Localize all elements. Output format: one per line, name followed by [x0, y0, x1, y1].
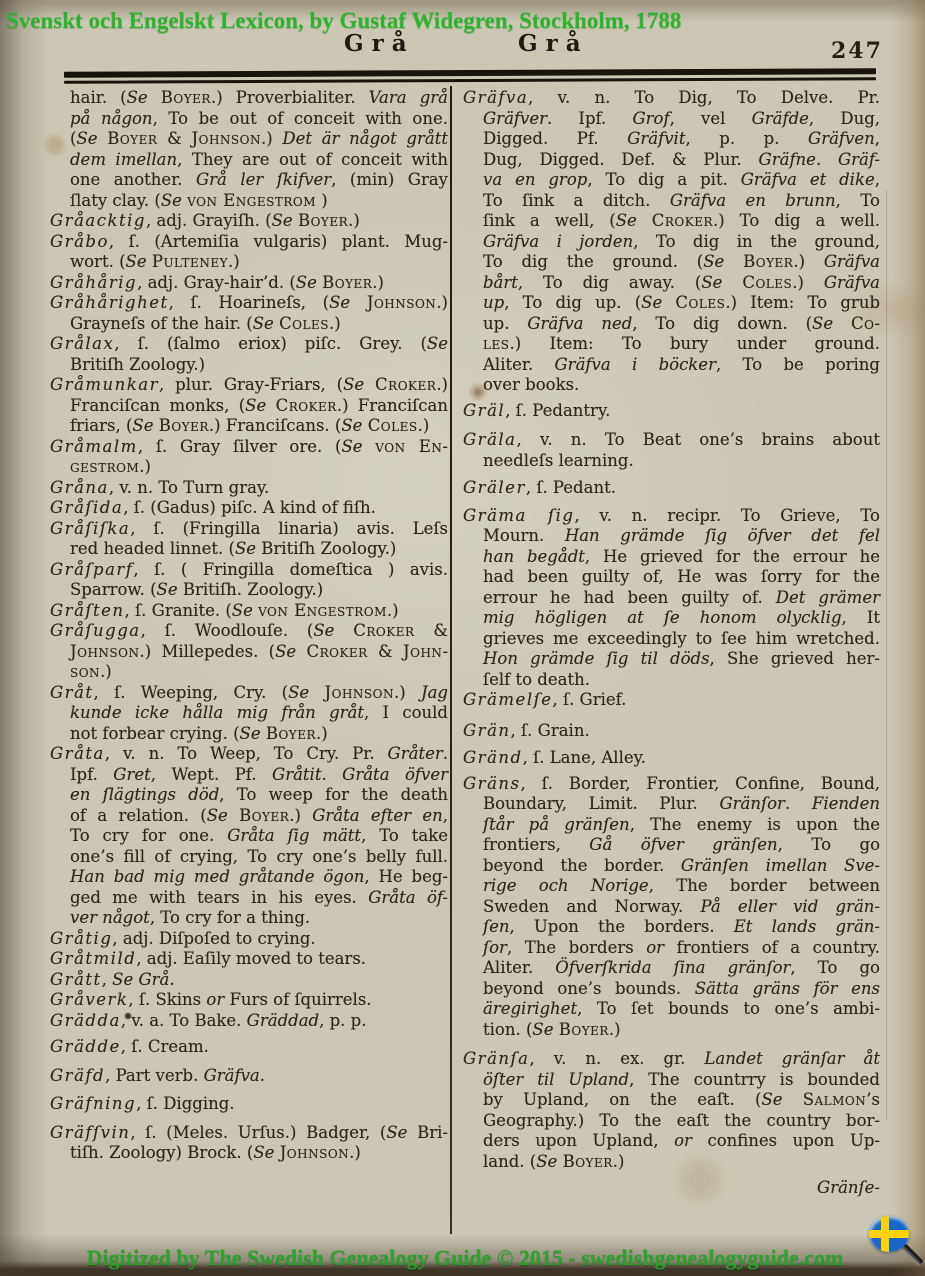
text-line: son.) [70, 662, 112, 681]
text-line: red headed linnet. (Se Britiſh Zoology.) [70, 539, 397, 558]
flag-vertical-bar [881, 1216, 889, 1252]
dictionary-entry [50, 560, 448, 601]
column-right [463, 88, 880, 1199]
text-line: To dig the ground. (Se Boyer.) Gräfva [483, 252, 880, 271]
text-line: Hon grämde ſig til döds, She grieved her- [483, 649, 880, 668]
dictionary-entry [463, 774, 880, 1041]
dictionary-entry [463, 748, 880, 769]
text-line: Gråverk, ſ. Skins or Furs of ſquirrels. [50, 990, 372, 1009]
text-line: Aliter. Öfverſkrida ſina gränſor, To go [483, 958, 880, 977]
text-line: ſen, Upon the borders. Et lands grän- [483, 917, 880, 936]
text-line: Britiſh Zoology.) [70, 354, 206, 374]
running-head-left: Grå [344, 30, 415, 57]
dictionary-entry [463, 478, 880, 499]
text-line: Grämelſe, ſ. Grief. [463, 690, 627, 709]
text-line: ſelf to death. [483, 669, 590, 689]
swedish-flag-magnifier-logo [868, 1215, 924, 1275]
dictionary-entry [50, 744, 448, 929]
flag-horizontal-bar [869, 1230, 909, 1238]
text-line: Gråſida, ſ. (Gadus) piſc. A kind of fiſh. [50, 498, 376, 517]
text-line: Gråſparf, ſ. ( Fringilla domeſtica ) avis. [50, 559, 448, 579]
text-line: ders upon Upland, or confines upon Up- [483, 1131, 880, 1150]
text-line: one another. Grå ler ſkifver, (min) Gray [70, 170, 449, 189]
column-divider [450, 86, 452, 1234]
text-line: Gråbo, ſ. (Artemiſia vulgaris) plant. Mug- [50, 231, 448, 251]
text-line: tiſh. Zoology) Brock. (Se Johnson.) [70, 1143, 361, 1162]
text-line: Gräns, ſ. Border, Frontier, Confine, Bound, [463, 773, 880, 793]
text-line: han begådt, He grieved for the errour he [483, 546, 880, 566]
page-number: 247 [831, 38, 883, 64]
rule-bar-thick [64, 68, 876, 78]
text-line: hair. (Se Boyer.) Proverbialiter. Vara grå [70, 88, 448, 107]
text-line: Geography.) To the eaſt the country bor- [483, 1110, 880, 1130]
column-left [50, 88, 448, 1164]
text-line: ſink a well, (Se Croker.) To dig a well. [483, 211, 880, 230]
text-line: äregirighet, To ſet bounds to one’s ambi- [483, 999, 880, 1018]
text-line: öſter til Upland, The countrry is bounded [483, 1069, 880, 1089]
text-line: les.) Item: To bury under ground. [483, 334, 880, 353]
text-line: Gråſiſka, ſ. (Fringilla linaria) avis. Leſs [50, 518, 448, 538]
text-line: Gräl, ſ. Pedantry. [463, 400, 611, 420]
text-line: over books. [483, 375, 580, 394]
text-line: not forbear crying. (Se Boyer.) [70, 723, 328, 743]
text-line: Gråt, ſ. Weeping, Cry. (Se Johnson.) Jag [50, 682, 448, 702]
dictionary-entry [50, 1066, 448, 1087]
dictionary-entry [50, 437, 448, 478]
text-line: Gråſten, ſ. Granite. (Se von Engestrom.) [50, 600, 399, 620]
dictionary-entry [50, 929, 448, 950]
text-line: kunde icke hålla mig från gråt, I could [70, 703, 448, 722]
text-line: Sparrow. (Se Britiſh. Zoology.) [70, 580, 324, 599]
text-line: Ipf. Gret, Wept. Pf. Gråtit. Gråta öfver [70, 764, 448, 784]
text-line: Gråtmild, adj. Eaſily moved to tears. [50, 949, 367, 968]
text-line: Grädda, v. a. To Bake. Gräddad, p. p. [50, 1010, 367, 1030]
text-line: Gråhårig, adj. Gray-hair’d. (Se Boyer.) [50, 272, 384, 292]
text-line: (Se Boyer & Johnson.) Det är något grått [70, 129, 448, 148]
text-line: ver något, To cry for a thing. [70, 908, 311, 927]
text-line: tion. (Se Boyer.) [483, 1019, 621, 1039]
text-line: Digged. Pf. Gräfvit, p. p. Gräfven, [483, 129, 880, 148]
page-edge-line [886, 190, 887, 1120]
text-line: beyond one’s bounds. Sätta gräns för ens [483, 978, 880, 998]
text-line: Gräfver. Ipf. Grof, vel Gräfde, Dug, [483, 108, 880, 128]
header-double-rule [64, 68, 876, 84]
dictionary-entry [463, 506, 880, 691]
text-line: dem imellan, They are out of conceit with [70, 149, 448, 169]
text-line: rige och Norige, The border between [483, 876, 880, 895]
text-line: Grått, Se Grå. [50, 969, 175, 989]
text-line: ſor, The borders or frontiers of a country. [483, 937, 880, 957]
text-line: Grän, ſ. Grain. [463, 720, 590, 740]
text-line: beyond the border. Gränſen imellan Sve- [483, 855, 880, 875]
text-line: Gräla, v. n. To Beat one’s brains about [463, 430, 880, 449]
dictionary-entry [50, 949, 448, 970]
text-line: Mourn. Han grämde ſig öfver det fel [483, 526, 881, 545]
dictionary-entry [50, 1123, 448, 1164]
dictionary-entry [50, 334, 448, 375]
text-line: Dug, Digged. Def. & Plur. Gräfne. Gräf- [483, 149, 880, 169]
text-line: mig högligen at ſe honom olycklig, It [483, 608, 880, 627]
dictionary-entry [50, 478, 448, 499]
dictionary-entry [50, 211, 448, 232]
text-line: Gräfva, v. n. To Dig, To Delve. Pr. [463, 88, 880, 107]
text-line: grieves me exceedingly to ſee him wretched. [483, 628, 880, 648]
dictionary-entry [463, 430, 880, 471]
dictionary-entry [50, 990, 448, 1011]
text-line: up, To dig up. (Se Coles.) Item: To grub [483, 293, 881, 312]
text-line: Gräler, ſ. Pedant. [463, 478, 616, 497]
dictionary-entry [463, 1049, 880, 1172]
dictionary-entry [50, 293, 448, 334]
dictionary-entry [50, 601, 448, 622]
footer-credit: Digitized by The Swedish Genealogy Guide © 2015 - swedishgenealogyguide.com [86, 1245, 844, 1270]
text-line: bårt, To dig away. (Se Coles.) Gräfva [483, 272, 880, 292]
text-line: Gränſa, v. n. ex. gr. Landet gränſar åt [463, 1049, 880, 1068]
text-line: Boundary, Limit. Plur. Gränſor. Fienden [483, 794, 880, 813]
text-line: Sweden and Norway. På eller vid grän- [483, 896, 880, 916]
rule-bar-thin [64, 77, 876, 84]
text-line: Gråna, v. n. To Turn gray. [50, 477, 270, 497]
text-line: Gråhårighet, ſ. Hoarineſs, (Se Johnson.) [50, 293, 448, 312]
text-line: Gråmalm, ſ. Gray ſilver ore. (Se von En- [50, 436, 448, 456]
swedish-flag-icon [869, 1216, 909, 1252]
dictionary-entry [50, 621, 448, 683]
text-line: Han bad mig med gråtande ögon, He beg- [70, 867, 448, 886]
text-line: Grädde, ſ. Cream. [50, 1037, 209, 1056]
text-line: up. Gräfva ned, To dig down. (Se Co- [483, 313, 881, 333]
text-line: Gräfſvin, ſ. (Meles. Urſus.) Badger, (Se Bri- [50, 1122, 448, 1142]
dictionary-entry [463, 690, 880, 711]
dictionary-entry [50, 1037, 448, 1058]
dictionary-entry [50, 1011, 448, 1032]
text-line: errour he had been guilty of. Det grämer [483, 587, 880, 607]
text-line: Aliter. Gräfva i böcker, To be poring [483, 354, 880, 374]
text-line: ſlaty clay. (Se von Engestrom ) [70, 190, 328, 210]
text-line: gestrom.) [70, 457, 151, 476]
dictionary-entry [463, 88, 880, 396]
text-line: Johnson.) Millepedes. (Se Croker & John- [70, 641, 449, 661]
dictionary-entry [50, 683, 448, 745]
text-line: Gräfning, ſ. Digging. [50, 1094, 235, 1113]
text-line: va en grop, To dig a pit. Gräfva et dike, [483, 170, 880, 189]
text-line: land. (Se Boyer.) [483, 1151, 625, 1171]
text-line: of a relation. (Se Boyer.) Gråta efter en, [70, 805, 448, 825]
text-line: Grålax, ſ. (ſalmo eriox) piſc. Grey. (Se [50, 334, 448, 353]
running-head-right: Grå [518, 30, 589, 57]
text-line: på någon, To be out of conceit with one. [70, 108, 448, 128]
text-line: Gråmunkar, plur. Gray-Friars, (Se Croker.) [50, 375, 448, 394]
dictionary-entry [50, 273, 448, 294]
text-line: Gråtig, adj. Diſpoſed to crying. [50, 928, 316, 948]
text-line: Gråta, v. n. To Weep, To Cry. Pr. Gråter. [50, 744, 448, 763]
text-line: wort. (Se Pulteney.) [70, 252, 240, 271]
text-line: had been guilty of, He was ſorry for the [483, 567, 880, 586]
dictionary-entry [50, 498, 448, 519]
text-line: Gråſugga, ſ. Woodlouſe. (Se Croker & [50, 621, 449, 640]
text-line: Gråacktig, adj. Grayiſh. (Se Boyer.) [50, 211, 360, 230]
text-line: To cry for one. Gråta ſig mätt, To take [70, 826, 448, 845]
dictionary-entry [50, 232, 448, 273]
dictionary-entry [463, 1178, 880, 1199]
dictionary-entry [50, 519, 448, 560]
dictionary-entry [50, 1094, 448, 1115]
text-line: Gräfva i jorden, To dig in the ground, [483, 231, 880, 251]
text-line: Franciſcan monks, (Se Croker.) Franciſcan [70, 395, 448, 415]
dictionary-entry [50, 375, 448, 437]
text-line: Gränd, ſ. Lane, Alley. [463, 748, 646, 767]
dictionary-entry [463, 721, 880, 742]
dictionary-entry [50, 970, 448, 991]
magnifier-handle-icon [901, 1244, 924, 1267]
text-line: friars, (Se Boyer.) Franciſcans. (Se Coles.) [70, 416, 430, 435]
text-line: Grayneſs of the hair. (Se Coles.) [70, 313, 341, 333]
dictionary-entry [50, 88, 448, 211]
text-line: Gräfd, Part verb. Gräfva. [50, 1065, 265, 1085]
text-line: Gräma ſig, v. n. recipr. To Grieve, To [463, 505, 880, 525]
text-line: Gränſe- [817, 1178, 880, 1197]
text-line: en ſlägtings död, To weep for the death [70, 785, 448, 804]
scan-title: Svenskt och Engelskt Lexicon, by Gustaf Widegren, Stockholm, 1788 [6, 8, 682, 33]
text-line: ged me with tears in his eyes. Gråta öf- [70, 887, 448, 907]
text-line: To ſink a ditch. Gräfva en brunn, To [483, 190, 880, 210]
text-line: by Upland, on the eaſt. (Se Salmon’s [483, 1090, 880, 1109]
text-line: one’s fill of crying, To cry one’s belly full. [70, 846, 448, 866]
dictionary-entry [463, 401, 880, 422]
text-line: frontiers, Gå öfver gränſen, To go [483, 835, 880, 854]
text-line: needleſs learning. [483, 450, 634, 470]
text-line: ſtår på gränſen, The enemy is upon the [483, 814, 880, 834]
